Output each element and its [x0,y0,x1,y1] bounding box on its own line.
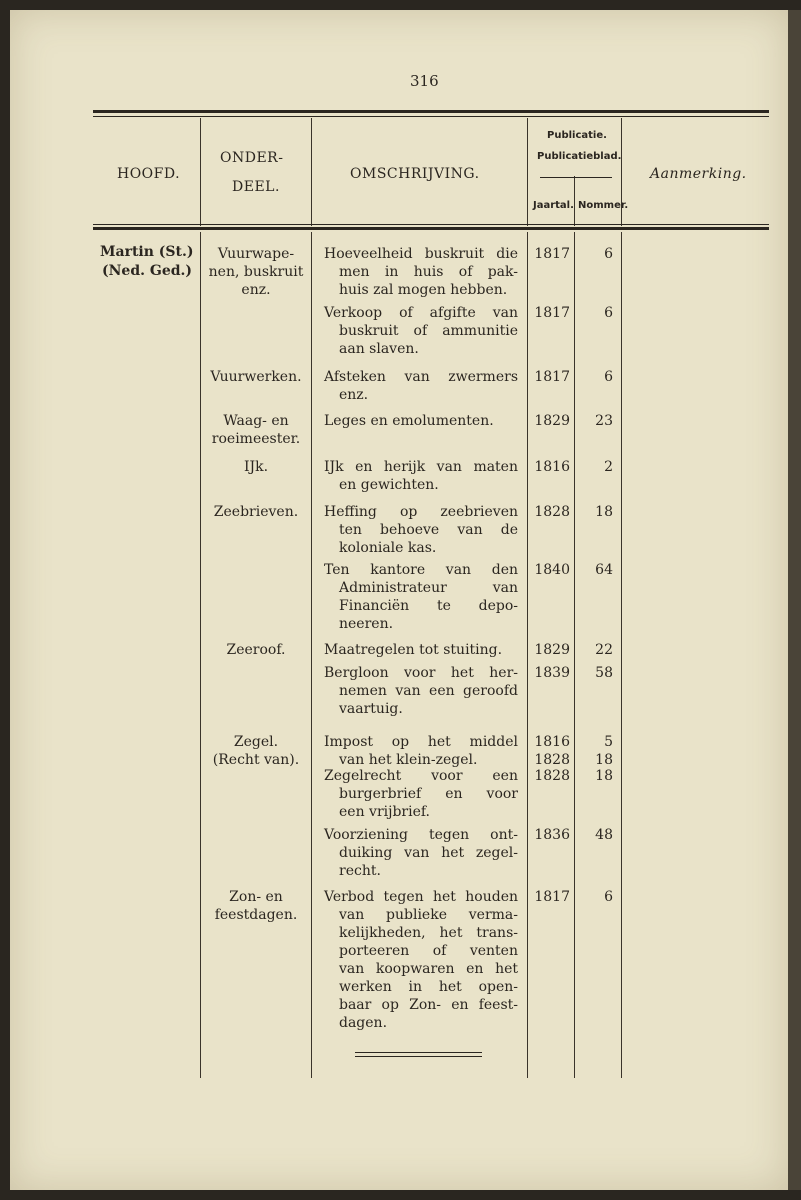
description-line: men in huis of pak- [339,264,518,280]
nommer-value: 58 [595,665,613,681]
nommer-value: 18 [595,752,613,768]
onderdeel-line: Zegel. [233,734,279,750]
description-line: Administrateur van [339,580,518,596]
description-line: recht. [339,863,381,879]
description-line: Verbod tegen het houden [324,889,518,905]
onderdeel-line: Vuurwape- [217,246,295,262]
onderdeel-line: (Recht van). [212,752,300,768]
description-line: werken in het open- [339,979,518,995]
description-line: nemen van een geroofd [339,683,518,699]
onderdeel-line: Zon- en [229,889,283,905]
description-line: duiking van het zegel- [339,845,518,861]
jaartal-value: 1816 [534,459,570,475]
header-rule-thin [93,224,769,225]
onderdeel-line: Zeeroof. [226,642,286,658]
nommer-value: 18 [595,768,613,784]
jaartal-value: 1829 [534,413,570,429]
onderdeel-line: nen, buskruit [208,264,304,280]
description-line: huis zal mogen hebben. [339,282,508,298]
onderdeel-line: feestdagen. [214,907,298,923]
description-line: baar op Zon- en feest- [339,997,518,1013]
body-sep-2 [311,232,312,1078]
nommer-value: 6 [604,246,613,262]
page-number: 316 [410,72,439,90]
col-sep-2 [311,118,312,226]
jaartal-value: 1836 [534,827,570,843]
jaartal-value: 1840 [534,562,570,578]
header-onderdeel-2: DEEL. [232,179,280,195]
nommer-value: 6 [604,889,613,905]
onderdeel-line: Vuurwerken. [210,369,302,385]
nommer-value: 23 [595,413,613,429]
description-line: en gewichten. [339,477,439,493]
header-onderdeel-1: ONDER- [220,150,284,166]
header-rule [93,227,769,230]
hoofd-line-1: Martin (St.) [100,244,194,260]
description-line: IJk en herijk van maten [324,459,518,475]
description-line: een vrijbrief. [339,804,431,820]
jaartal-value: 1839 [534,665,570,681]
nommer-value: 6 [604,369,613,385]
nommer-value: 18 [595,504,613,520]
description-line: Maatregelen tot stuiting. [324,642,503,658]
description-line: vaartuig. [339,701,403,717]
body-sep-3 [527,232,528,1078]
jaartal-value: 1816 [534,734,570,750]
nommer-value: 6 [604,305,613,321]
onderdeel-line: enz. [241,282,271,298]
header-omschrijving: OMSCHRIJVING. [350,166,480,182]
onderdeel-line: IJk. [243,459,269,475]
hoofd-line-2: (Ned. Ged.) [102,263,193,279]
jaartal-value: 1817 [534,246,570,262]
top-rule-thin [93,116,769,117]
description-line: koloniale kas. [339,540,437,556]
description-line: buskruit of ammunitie [339,323,518,339]
header-publicatie: Publicatie. [547,130,607,141]
onderdeel-line: roeimeester. [211,431,301,447]
page-edge [788,10,801,1190]
description-line: porteeren of venten [339,943,518,959]
description-line: Impost op het middel [324,734,518,750]
nommer-value: 48 [595,827,613,843]
header-publicatieblad: Publicatieblad. [537,151,622,162]
description-line: Bergloon voor het her- [324,665,518,681]
description-line: burgerbrief en voor [339,786,518,802]
jaartal-value: 1829 [534,642,570,658]
end-rule-1 [355,1052,482,1053]
header-pub-rule [540,177,612,178]
header-jaartal: Jaartal. [533,200,574,211]
description-line: Financiën te depo- [339,598,518,614]
description-line: Zegelrecht voor een [324,768,518,784]
description-line: Hoeveelheid buskruit die [324,246,518,262]
jaartal-value: 1828 [534,768,570,784]
description-line: dagen. [339,1015,388,1031]
col-sep-3 [527,118,528,226]
jaartal-value: 1828 [534,752,570,768]
description-line: Leges en emolumenten. [324,413,494,429]
nommer-value: 22 [595,642,613,658]
header-hoofd: HOOFD. [117,166,181,182]
top-rule [93,110,769,113]
jaartal-value: 1817 [534,305,570,321]
header-aanmerking: Aanmerking. [650,166,747,182]
header-nommer: Nommer. [578,200,629,211]
description-line: aan slaven. [339,341,419,357]
onderdeel-line: Zeebrieven. [213,504,299,520]
nommer-value: 5 [604,734,613,750]
description-line: van het klein-zegel. [339,752,478,768]
body-sep-5 [621,232,622,1078]
description-line: enz. [339,387,369,403]
description-line: van publieke verma- [339,907,518,923]
description-line: Heffing op zeebrieven [324,504,518,520]
jaartal-value: 1817 [534,369,570,385]
description-line: Ten kantore van den [324,562,518,578]
nommer-value: 2 [604,459,613,475]
description-line: Voorziening tegen ont- [324,827,518,843]
end-rule-2 [355,1056,482,1057]
description-line: neeren. [339,616,394,632]
nommer-value: 64 [595,562,613,578]
jaartal-value: 1828 [534,504,570,520]
col-sep-4 [574,176,575,226]
onderdeel-line: Waag- en [223,413,289,429]
description-line: ten behoeve van de [339,522,518,538]
jaartal-value: 1817 [534,889,570,905]
description-line: kelijkheden, het trans- [339,925,518,941]
col-sep-1 [200,118,201,226]
description-line: van koopwaren en het [339,961,518,977]
description-line: Verkoop of afgifte van [324,305,518,321]
description-line: Afsteken van zwermers [324,369,518,385]
